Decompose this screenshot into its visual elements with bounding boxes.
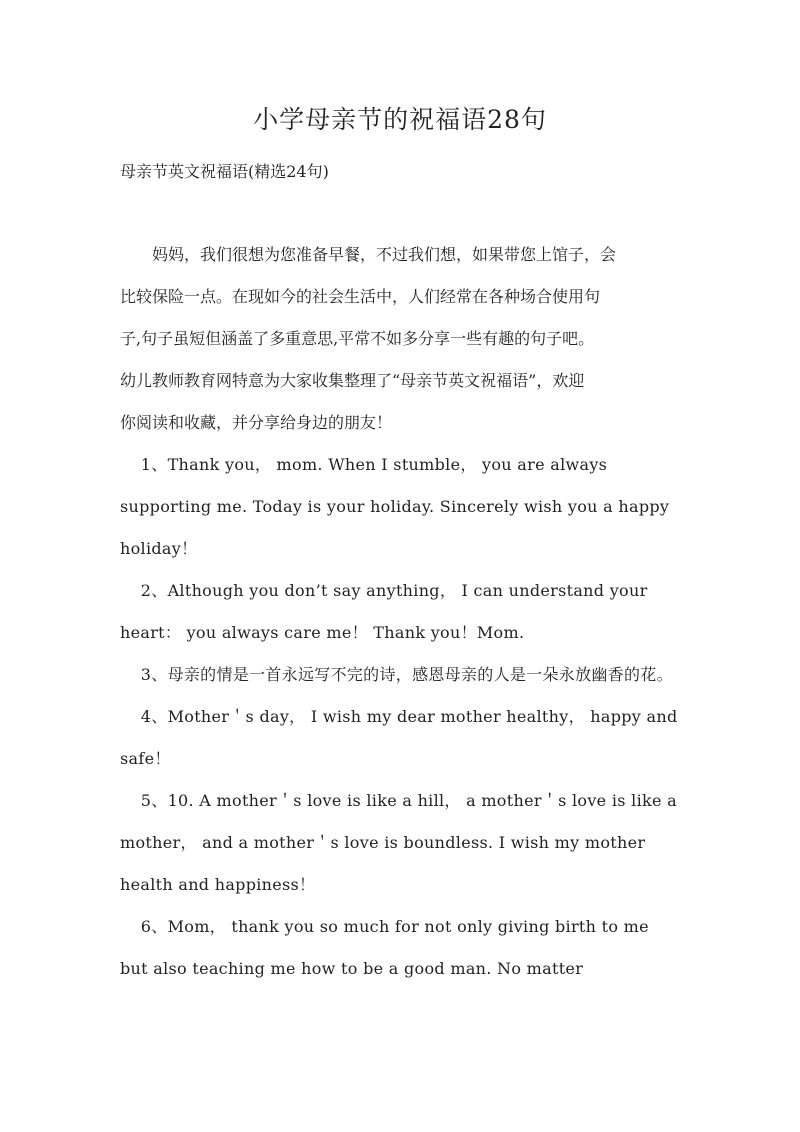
document-subtitle: 母亲节英文祝福语(精选24句) — [120, 162, 329, 181]
document-body — [120, 234, 682, 990]
blessing-item-1: 1、Thank you， mom. When I stumble， you are always supporting me. Today is your holiday. Sincerely wish you a happy holiday！ — [120, 455, 670, 558]
document-title: 小学母亲节的祝福语28句 — [253, 105, 547, 134]
blessing-item-4: 4、Mother＇s day， I wish my dear mother healthy， happy and safe！ — [120, 707, 678, 768]
blessing-item-3: 3、母亲的情是一首永远写不完的诗，感恩母亲的人是一朵永放幽香的花。 — [140, 665, 673, 684]
blessing-item-2: 2、Although you don’t say anything， I can understand your heart： you always care me！ Thank you！Mom. — [120, 581, 648, 642]
intro-paragraph: 妈妈，我们很想为您准备早餐，不过我们想，如果带您上馆子，会 比较保险一点。在现如今的社会生活中，人们经常在各种场合使用句 子,句子虽短但涵盖了多重意思,平常不如多分享一些有趣的句子吧。 幼儿教师教育网特意为大家收集整理了“母亲节英文祝福语”，欢迎 你阅读和收藏，并分享给身边的朋友！ — [120, 245, 617, 432]
blessing-item-6: 6、Mom， thank you so much for not only giving birth to me but also teaching me how to be a good man. No matter — [120, 917, 649, 978]
blessing-item-5: 5、10. A mother＇s love is like a hill， a mother＇s love is like a mother， and a mother＇s love is boundless. I wish my mother health and happiness！ — [120, 791, 677, 894]
